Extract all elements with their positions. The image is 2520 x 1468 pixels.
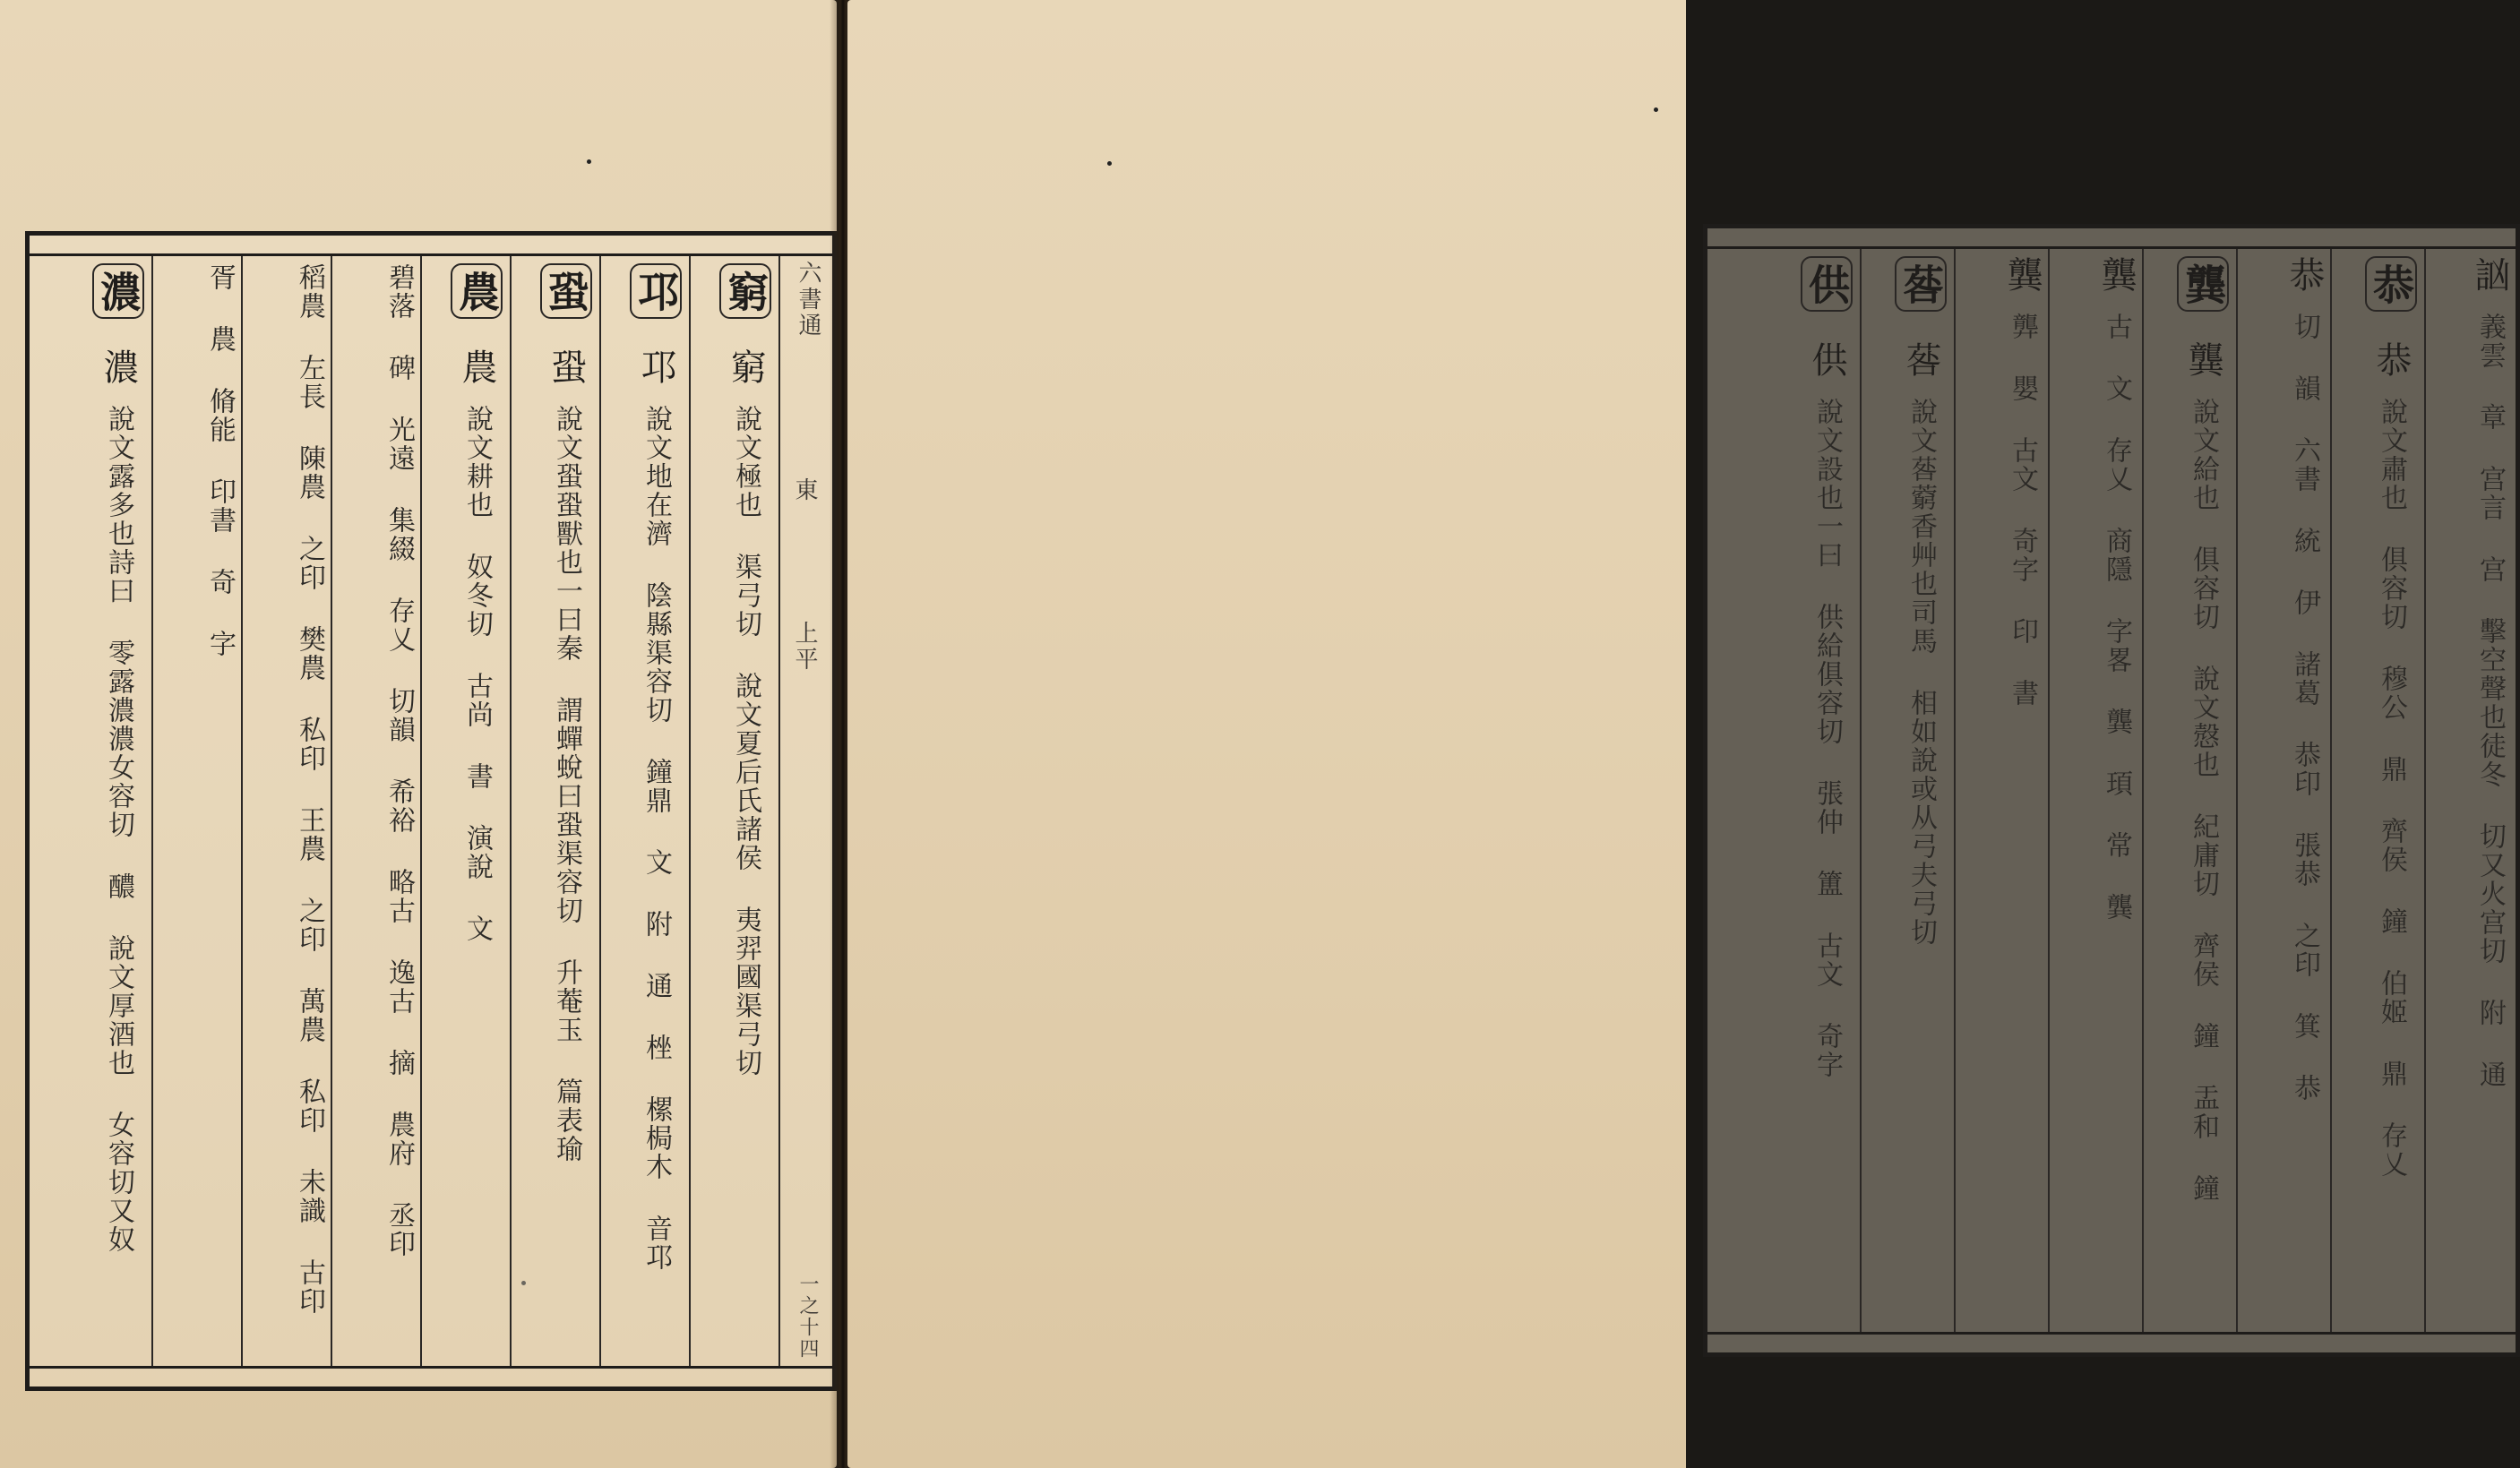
seal-form: 恭	[2370, 341, 2412, 381]
margin-section: 東	[791, 477, 818, 503]
entry-column	[55, 263, 144, 1359]
annotation: 龏 嬰 古文 奇字 印 書	[2007, 313, 2038, 708]
entry-column	[2329, 256, 2417, 1325]
annotation: 說文給也 俱容切 說文慤也 紀庸切 齊侯 鐘 盂和 鐘	[2188, 398, 2219, 1203]
margin-title: 六書通	[795, 261, 821, 339]
seal-form: 農	[456, 348, 497, 388]
seal-form: 窮	[725, 348, 766, 388]
entry-column	[2141, 256, 2229, 1325]
entry-column	[1718, 256, 1853, 1325]
ink-spot	[1107, 161, 1112, 166]
left-page	[0, 0, 837, 1468]
ink-spot	[587, 159, 591, 164]
seal-form: 龔	[2182, 341, 2223, 381]
seal-form: 龔	[2001, 256, 2043, 296]
frame-bottom-rule	[30, 1366, 832, 1369]
annotation: 切 韻 六書 統 伊 諸葛 恭印 張恭 之印 箕 恭	[2289, 313, 2320, 1103]
seal-form: 供	[1806, 341, 1847, 381]
annotation: 稻農 左長 陳農 之印 樊農 私印 王農 之印 萬農 私印 未識 古印	[294, 263, 325, 1316]
head-character: 龔	[2177, 256, 2229, 312]
entry-column	[687, 263, 771, 1359]
annotation: 古 文 存乂 商隱 字畧 龔 頊 常 龔	[2101, 313, 2132, 922]
annotation: 說文耕也 奴冬切 古尚 書 演說 文	[461, 405, 493, 943]
seal-form: 濃	[98, 348, 139, 388]
seal-form: 訩	[2469, 256, 2510, 296]
head-character: 邛	[630, 263, 682, 319]
seal-form: 恭	[2283, 256, 2325, 296]
annotation: 胥 農 脩能 印書 奇 字	[204, 263, 236, 658]
annotation: 說文肅也 俱容切 穆公 鼎 齊侯 鐘 伯姬 鼎 存乂	[2376, 398, 2407, 1179]
seal-form: 蛩	[546, 348, 587, 388]
right-page-frame	[1703, 224, 2520, 1357]
entry-column	[2047, 256, 2135, 1325]
right-page	[847, 0, 2510, 1468]
left-columns	[37, 256, 825, 1366]
head-character: 農	[451, 263, 503, 319]
right-columns	[1715, 249, 2508, 1332]
annotation: 說文極也 渠弓切 說文夏后氏諸侯 夷羿國渠弓切	[730, 405, 761, 1077]
margin-volume: 上平	[791, 621, 818, 673]
annotation: 說文䓘藭香艸也司馬 相如說或从弓夫弓切	[1905, 398, 1937, 947]
entry-column	[239, 263, 323, 1359]
seal-form: 龔	[2095, 256, 2137, 296]
entry-column	[150, 263, 234, 1359]
head-character: 恭	[2365, 256, 2417, 312]
annotation: 說文蛩蛩獸也一曰秦 謂蟬蛻曰蛩渠容切 升菴玉 篇表瑜	[551, 405, 582, 1163]
seal-form: 䓘	[1900, 341, 1941, 381]
entry-column	[329, 263, 413, 1359]
frame-bottom-rule	[1707, 1332, 2516, 1335]
annotation: 說文地在濟 陰縣渠容切 鐘鼎 文 附 通 㭫 樏梮木 音邛	[641, 405, 672, 1272]
head-character: 蛩	[540, 263, 592, 319]
head-character: 䓘	[1895, 256, 1947, 312]
entry-column	[2235, 256, 2323, 1325]
annotation: 說文露多也詩曰 零露濃濃女容切 醲 說文厚酒也 女容切又奴	[103, 405, 134, 1254]
page-number: 一之十四	[796, 1274, 819, 1360]
head-character: 窮	[719, 263, 771, 319]
seal-form: 邛	[635, 348, 676, 388]
annotation: 說文設也一曰 供給俱容切 張仲 簠 古文 奇字	[1811, 398, 1843, 1079]
head-character: 供	[1801, 256, 1853, 312]
annotation: 義雲 章 宫言 宫 擊空聲也徒冬 切又火宫切 附 通	[2474, 313, 2506, 1089]
entry-column	[2424, 256, 2508, 1325]
entry-column	[1953, 256, 2041, 1325]
entry-column	[1859, 256, 1947, 1325]
ink-spot	[1654, 107, 1658, 112]
left-page-frame	[25, 231, 837, 1391]
head-character: 濃	[92, 263, 144, 319]
entry-column	[418, 263, 503, 1359]
entry-column	[508, 263, 592, 1359]
annotation: 碧落 碑 光遠 集綴 存乂 切韻 希裕 略古 逸古 摘 農府 丞印	[383, 263, 415, 1258]
entry-column	[598, 263, 682, 1359]
